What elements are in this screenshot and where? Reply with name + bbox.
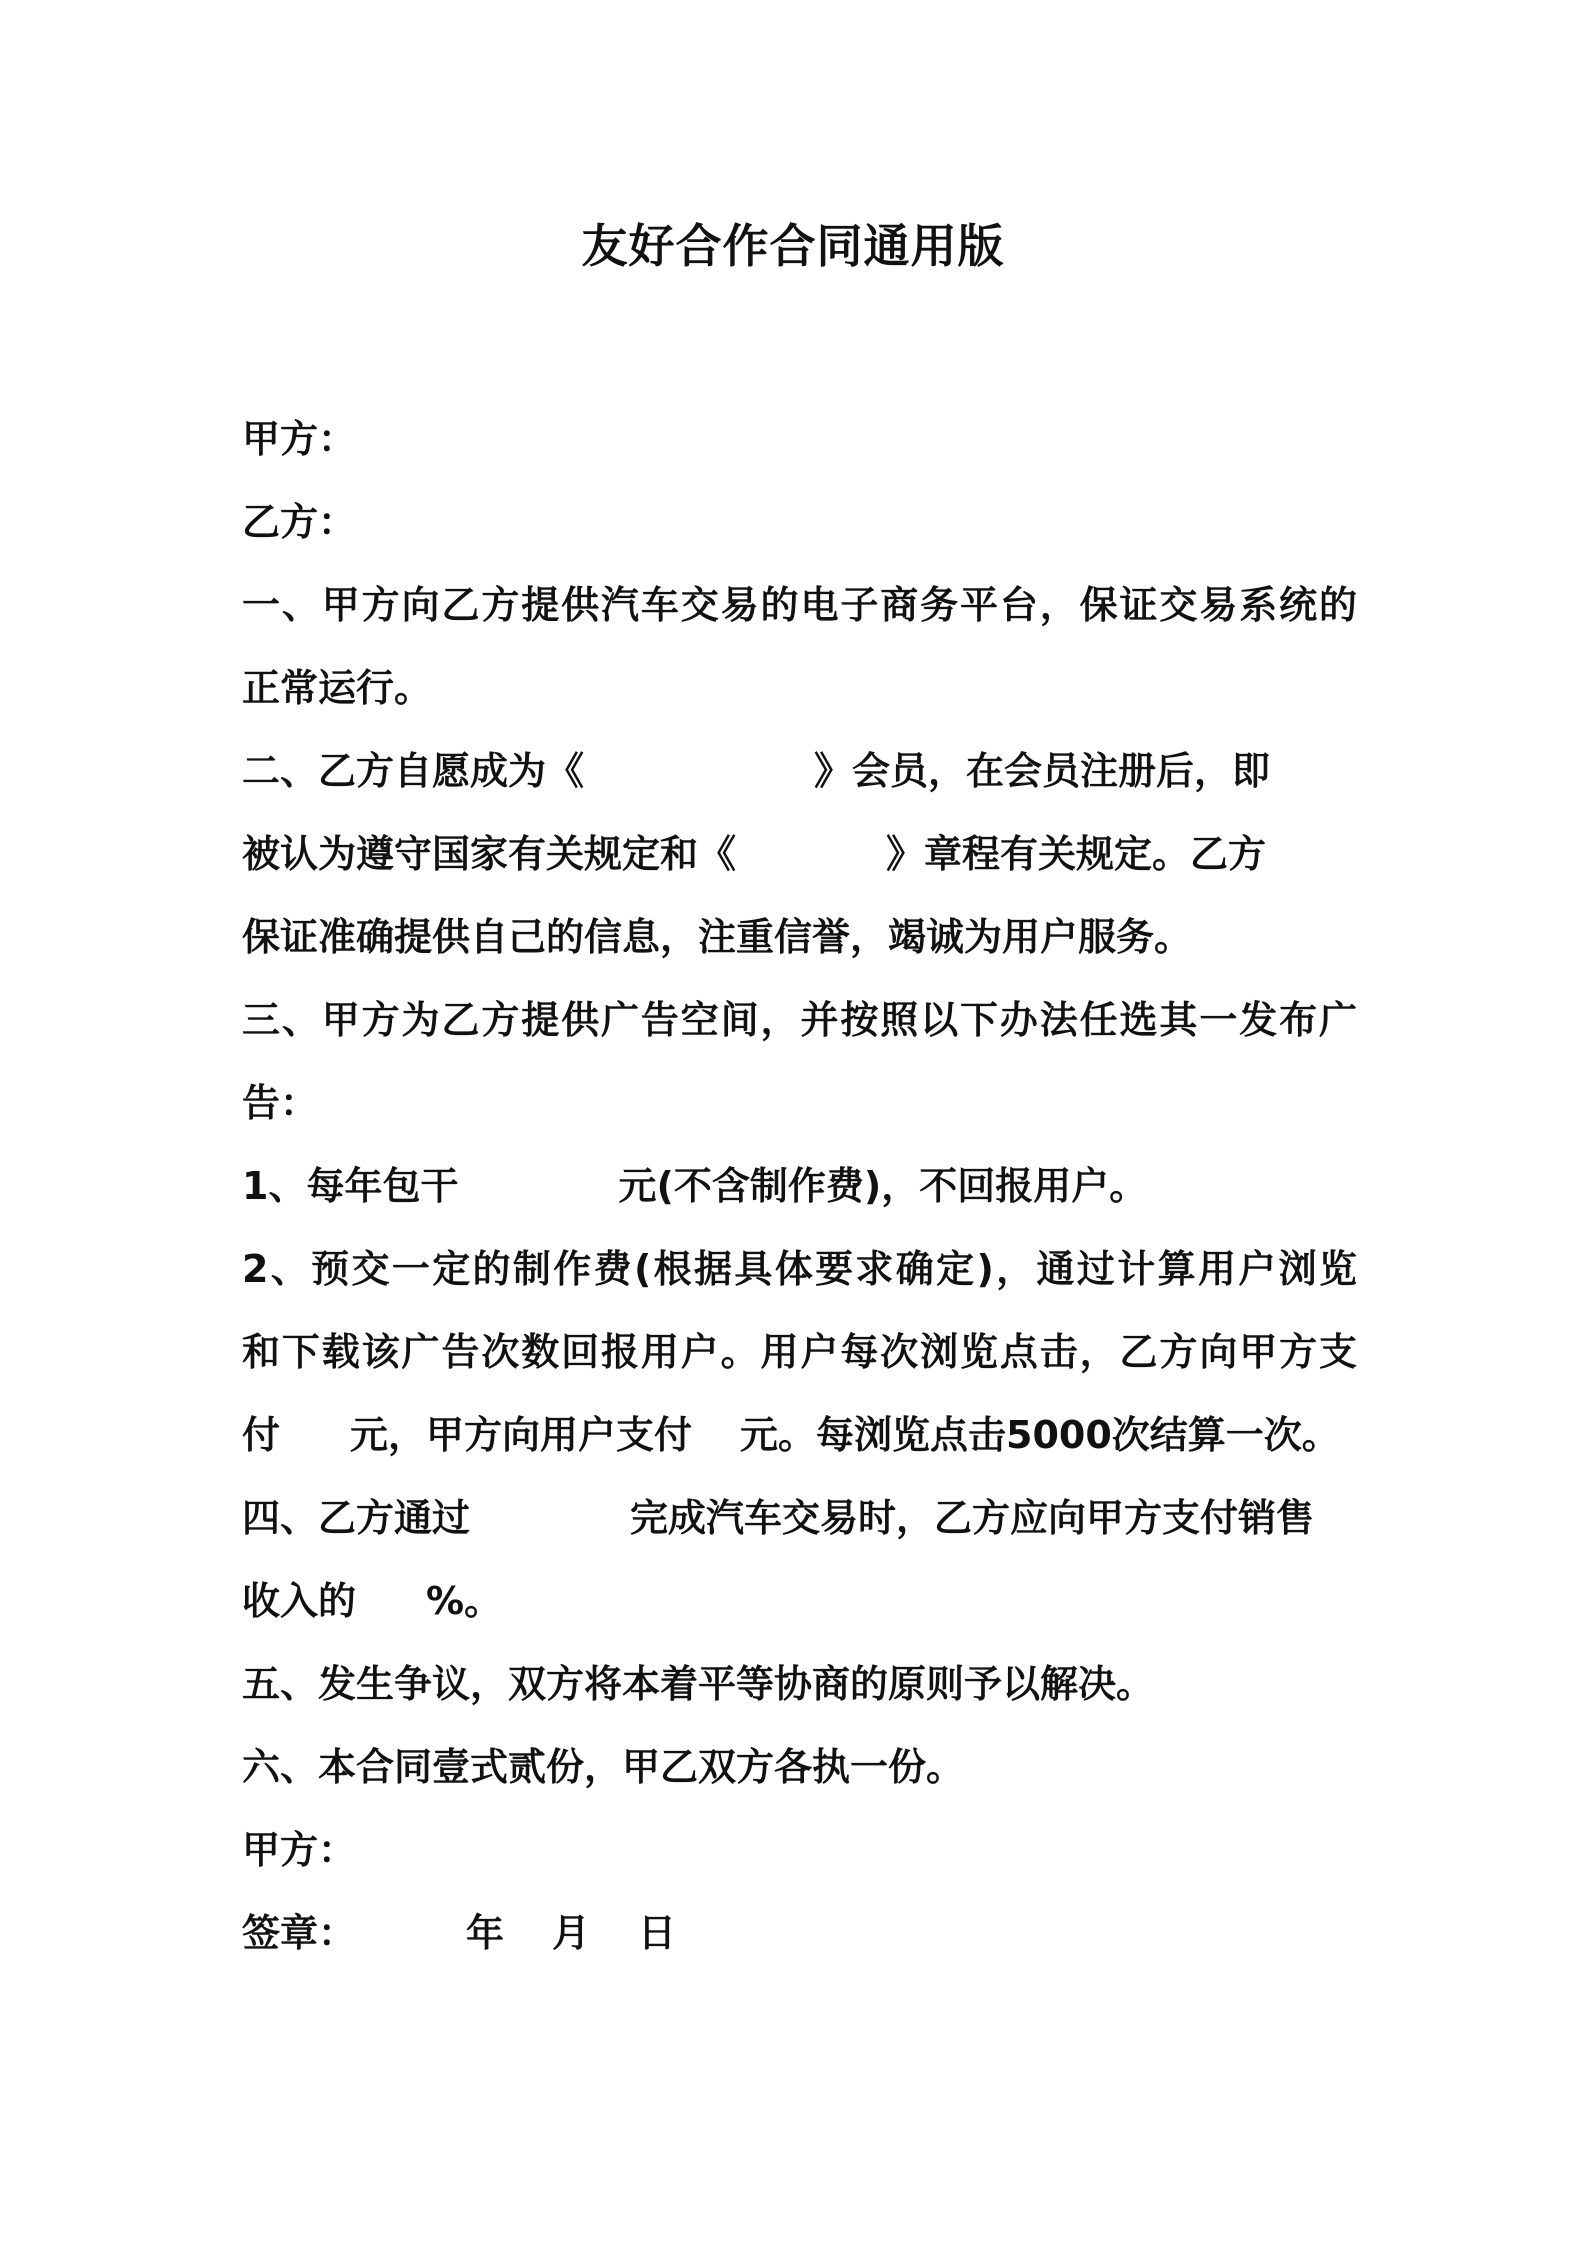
clause3-item2-line2: 和下载该广告次数回报用户。用户每次浏览点击，乙方向甲方支 [242, 1330, 1357, 1374]
clause3-item2-line3-part-b: 元，甲方向用户支付 [350, 1413, 693, 1457]
clause2-line1 [242, 730, 1357, 813]
clause3-item1-part-a: 1、每年包干 [242, 1164, 459, 1208]
date-day: 日 [638, 1911, 677, 1955]
clause2-line1-part-a: 二、乙方自愿成为《 [242, 749, 585, 793]
clause2-line1-part-b: 》会员，在会员注册后，即 [814, 749, 1271, 793]
clause3-item2-line1: 2、预交一定的制作费(根据具体要求确定)，通过计算用户浏览 [242, 1247, 1357, 1291]
clause2-line2-part-a: 被认为遵守国家有关规定和《 [242, 832, 737, 876]
clause3-item2-line3-part-a: 付 [242, 1413, 281, 1457]
clause3-item2-line3-part-c: 元。每浏览点击5000次结算一次。 [740, 1413, 1340, 1457]
date-year: 年 [466, 1911, 505, 1955]
seal-label: 签章： [242, 1911, 357, 1955]
signature-seal-date [242, 1892, 1357, 1975]
clause3-item1-part-b: 元(不含制作费)，不回报用户。 [618, 1164, 1148, 1208]
clause2-line2-part-b: 》章程有关规定。乙方 [886, 832, 1267, 876]
clause4-line2-part-b: %。 [426, 1579, 503, 1623]
clause2-line3: 保证准确提供自己的信息，注重信誉，竭诚为用户服务。 [242, 915, 1193, 959]
clause3-item2-line3 [242, 1394, 1357, 1477]
signature-party-a [242, 1809, 1357, 1892]
clause3-line2: 告： [242, 1081, 319, 1125]
signature-party-a-label: 甲方： [242, 1828, 357, 1872]
clause6: 六、本合同壹式贰份，甲乙双方各执一份。 [242, 1745, 965, 1789]
document-title: 友好合作合同通用版 [581, 219, 1005, 273]
party-a-label: 甲方： [242, 417, 357, 461]
clause4-line1 [242, 1477, 1357, 1560]
clause1-line1: 一、甲方向乙方提供汽车交易的电子商务平台，保证交易系统的 [242, 583, 1357, 627]
clause4-line2 [242, 1560, 1357, 1643]
clause2-line2 [242, 813, 1357, 896]
clause3-line1: 三、甲方为乙方提供广告空间，并按照以下办法任选其一发布广 [242, 998, 1357, 1042]
clause4-line1-part-a: 四、乙方通过 [242, 1496, 471, 1540]
contract-body [242, 398, 1357, 1975]
clause1-line2: 正常运行。 [242, 666, 433, 710]
party-a-line [242, 398, 1357, 481]
party-b-line [242, 481, 1357, 564]
date-month: 月 [552, 1911, 591, 1955]
clause3-item1 [242, 1145, 1357, 1228]
clause4-line1-part-b: 完成汽车交易时，乙方应向甲方支付销售 [630, 1496, 1315, 1540]
clause5: 五、发生争议，双方将本着平等协商的原则予以解决。 [242, 1662, 1155, 1706]
party-b-label: 乙方： [242, 500, 357, 544]
clause4-line2-part-a: 收入的 [242, 1579, 357, 1623]
